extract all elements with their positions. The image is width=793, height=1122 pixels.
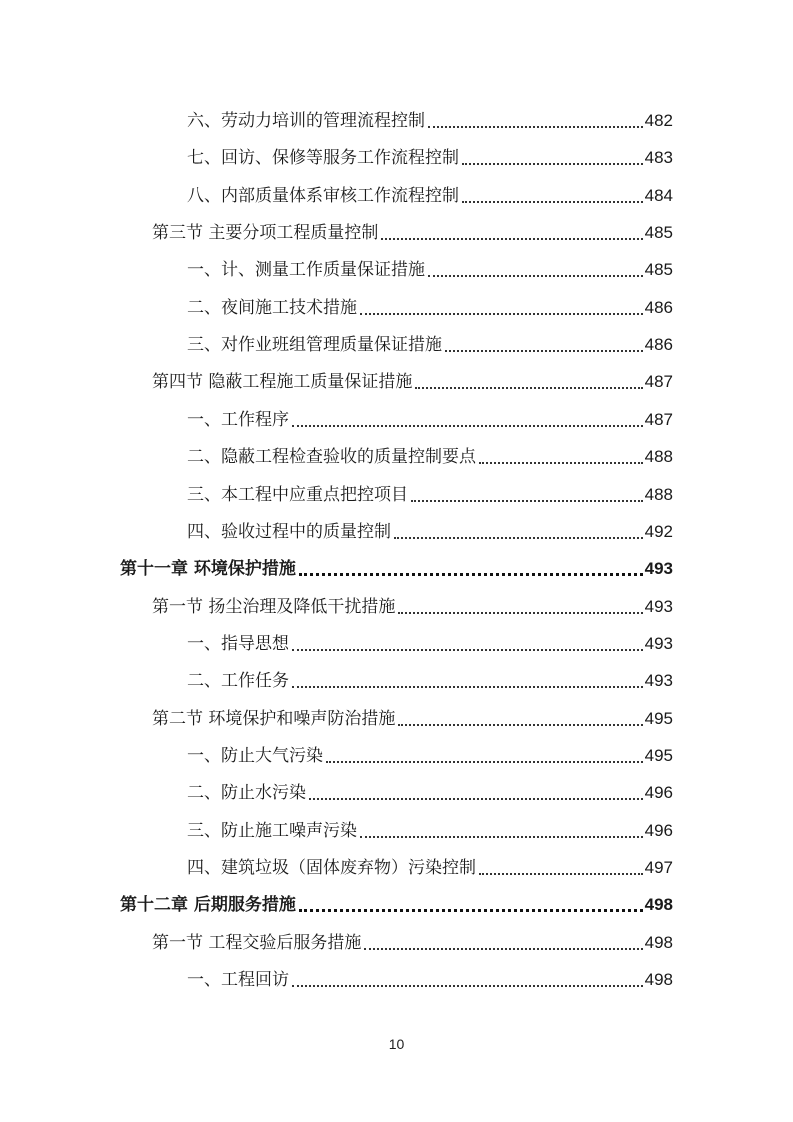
toc-section-entry xyxy=(152,590,673,618)
toc-dot-leader xyxy=(394,525,643,539)
toc-dot-leader xyxy=(428,263,643,277)
toc-dot-leader xyxy=(411,488,643,502)
toc-entry-title: 七、回访、保修等服务工作流程控制 xyxy=(187,148,459,168)
toc-dot-leader xyxy=(479,450,643,464)
toc-section-entry xyxy=(152,216,673,244)
toc-entry-title: 第二节 环境保护和噪声防治措施 xyxy=(152,709,396,729)
toc-subsection-entry xyxy=(187,104,673,132)
toc-dot-leader xyxy=(398,600,642,614)
toc-entry-page: 498 xyxy=(644,933,673,952)
toc-dot-leader xyxy=(479,861,643,875)
toc-entry-page: 496 xyxy=(644,821,673,840)
toc-subsection-entry xyxy=(187,963,673,991)
toc-entry-page: 492 xyxy=(644,522,673,541)
toc-subsection-entry xyxy=(187,179,673,207)
toc-entry-page: 488 xyxy=(644,485,673,504)
toc-entry-page: 486 xyxy=(644,335,673,354)
toc-subsection-entry xyxy=(187,291,673,319)
toc-chapter-entry xyxy=(120,552,673,580)
toc-entry-page: 488 xyxy=(644,447,673,466)
toc-dot-leader xyxy=(462,189,643,203)
toc-entry-title: 第四节 隐蔽工程施工质量保证措施 xyxy=(152,372,413,392)
toc-entry-page: 497 xyxy=(644,858,673,877)
toc-entry-title: 一、工程回访 xyxy=(187,970,289,990)
toc-entry-page: 493 xyxy=(644,671,673,690)
toc-entry-page: 483 xyxy=(644,148,673,167)
toc-section-entry xyxy=(152,702,673,730)
toc-entry-title: 二、防止水污染 xyxy=(187,783,306,803)
toc-entry-page: 498 xyxy=(644,970,673,989)
toc-entry-page: 486 xyxy=(644,298,673,317)
toc-entry-title: 一、防止大气污染 xyxy=(187,746,323,766)
toc-entry-page: 496 xyxy=(644,783,673,802)
toc-dot-leader xyxy=(292,413,643,427)
toc-subsection-entry xyxy=(187,478,673,506)
toc-subsection-entry xyxy=(187,814,673,842)
toc-subsection-entry xyxy=(187,403,673,431)
toc-subsection-entry xyxy=(187,739,673,767)
toc-dot-leader xyxy=(309,786,643,800)
toc-section-entry xyxy=(152,365,673,393)
toc-subsection-entry xyxy=(187,440,673,468)
toc-entry-title: 第十二章 后期服务措施 xyxy=(120,895,296,915)
toc-entry-page: 487 xyxy=(644,372,673,391)
toc-dot-leader xyxy=(360,824,643,838)
toc-entry-page: 484 xyxy=(644,186,673,205)
toc-subsection-entry xyxy=(187,664,673,692)
toc-entry-page: 493 xyxy=(644,634,673,653)
toc-entry-title: 四、建筑垃圾（固体废弃物）污染控制 xyxy=(187,858,476,878)
toc-entry-page: 495 xyxy=(644,746,673,765)
toc-dot-leader xyxy=(360,301,643,315)
toc-entry-title: 六、劳动力培训的管理流程控制 xyxy=(187,111,425,131)
toc-dot-leader xyxy=(292,637,643,651)
toc-subsection-entry xyxy=(187,851,673,879)
toc-subsection-entry xyxy=(187,627,673,655)
toc-subsection-entry xyxy=(187,515,673,543)
toc-entry-page: 493 xyxy=(644,559,673,578)
toc-section-entry xyxy=(152,926,673,954)
toc-subsection-entry xyxy=(187,141,673,169)
toc-entry-page: 487 xyxy=(644,410,673,429)
toc-dot-leader xyxy=(326,749,643,763)
toc-subsection-entry xyxy=(187,776,673,804)
toc-entry-page: 495 xyxy=(644,709,673,728)
toc-entry-title: 三、对作业班组管理质量保证措施 xyxy=(187,335,442,355)
page-number: 10 xyxy=(388,1036,405,1052)
toc-entry-title: 第一节 扬尘治理及降低干扰措施 xyxy=(152,597,396,617)
toc-entry-title: 第一节 工程交验后服务措施 xyxy=(152,933,362,953)
toc-subsection-entry xyxy=(187,328,673,356)
toc-entry-page: 485 xyxy=(644,223,673,242)
toc-entry-title: 一、指导思想 xyxy=(187,634,289,654)
toc-entry-title: 一、计、测量工作质量保证措施 xyxy=(187,260,425,280)
toc-dot-leader xyxy=(428,114,643,128)
toc-subsection-entry xyxy=(187,253,673,281)
toc-dot-leader xyxy=(292,674,643,688)
toc-entry-title: 二、夜间施工技术措施 xyxy=(187,298,357,318)
toc-entry-title: 四、验收过程中的质量控制 xyxy=(187,522,391,542)
toc-dot-leader xyxy=(299,897,643,912)
toc-entry-title: 第十一章 环境保护措施 xyxy=(120,559,296,579)
toc-chapter-entry xyxy=(120,888,673,916)
toc-dot-leader xyxy=(462,151,643,165)
toc-entry-title: 八、内部质量体系审核工作流程控制 xyxy=(187,186,459,206)
toc-entry-title: 二、隐蔽工程检查验收的质量控制要点 xyxy=(187,447,476,467)
toc-entry-title: 一、工作程序 xyxy=(187,410,289,430)
toc-entry-title: 三、防止施工噪声污染 xyxy=(187,821,357,841)
toc-dot-leader xyxy=(398,712,642,726)
toc-entry-title: 三、本工程中应重点把控项目 xyxy=(187,485,408,505)
toc-entry-title: 第三节 主要分项工程质量控制 xyxy=(152,223,379,243)
toc-entry-page: 482 xyxy=(644,111,673,130)
toc-entry-page: 498 xyxy=(644,895,673,914)
toc-dot-leader xyxy=(381,226,642,240)
toc-dot-leader xyxy=(292,973,643,987)
toc-dot-leader xyxy=(415,375,642,389)
toc-entry-page: 493 xyxy=(644,597,673,616)
toc-dot-leader xyxy=(299,561,643,576)
toc-entry-page: 485 xyxy=(644,260,673,279)
toc-dot-leader xyxy=(445,338,643,352)
toc-entry-title: 二、工作任务 xyxy=(187,671,289,691)
toc-dot-leader xyxy=(364,936,642,950)
